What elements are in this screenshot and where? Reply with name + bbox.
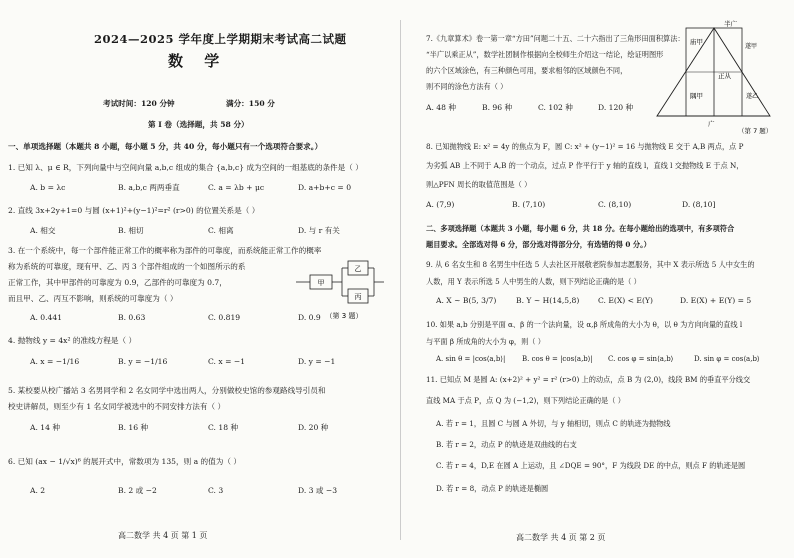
q11-option-c: C. 若 r = 4，D,E 在圆 A 上运动，且 ∠DQE = 90°，F 为线段 DE 的中点，则点 F 的轨迹是圆 xyxy=(436,461,746,470)
q4-option-a: A. x = −1/16 xyxy=(30,357,80,366)
page-divider xyxy=(400,20,401,540)
q3-line-3: 正常工作，其中甲部件的可靠度为 0.9，乙部件的可靠度为 0.7， xyxy=(8,278,227,287)
q10-option-d: D. sin φ = cos⟨a,b⟩ xyxy=(694,355,760,363)
q8-option-b: B. (7,10) xyxy=(512,200,546,209)
q9-line-1: 9. 从 6 名女生和 8 名男生中任选 5 人去社区开展敬老院参加志愿服务，其中 X 表示所选 5 人中女生的 xyxy=(426,260,755,269)
q9-option-d: D. E(X) + E(Y) = 5 xyxy=(680,296,752,305)
q8-option-d: D. (8,10] xyxy=(682,200,716,209)
exam-title: 2024—2025 学年度上学期期末考试高二试题 xyxy=(94,32,347,46)
q11-option-d: D. 若 r = 8，动点 P 的轨迹是椭圆 xyxy=(436,484,549,493)
q5-option-c: C. 18 种 xyxy=(208,423,239,432)
left-page-footer: 高二数学 共 4 页 第 1 页 xyxy=(118,531,208,540)
q7-option-c: C. 102 种 xyxy=(538,103,573,112)
q8-option-a: A. (7,9) xyxy=(426,200,455,209)
label-bing: 丙 xyxy=(354,293,362,301)
q4-option-b: B. y = −1/16 xyxy=(118,357,168,366)
q6-option-c: C. 3 xyxy=(208,486,224,495)
q8-option-c: C. (8,10) xyxy=(598,200,632,209)
q5-option-b: B. 16 种 xyxy=(118,423,149,432)
right-page xyxy=(412,0,792,558)
q7-line-4: 则不同的涂色方法有（ ） xyxy=(426,82,508,91)
q1-option-b: B. a,b,c 两两垂直 xyxy=(118,183,180,192)
q9-option-a: A. X ~ B(5, 3/7) xyxy=(436,296,497,305)
q6-option-d: D. 3 或 −3 xyxy=(298,486,338,495)
q7-option-a: A. 48 种 xyxy=(426,103,456,112)
q11-option-a: A. 若 r = 1，且圆 C 与圆 A 外切，与 y 轴相切，则点 C 的轨迹为抛物线 xyxy=(436,419,671,428)
label-region-top-right: 遂甲 xyxy=(745,43,758,50)
q4-option-d: D. y = −1 xyxy=(298,357,336,366)
q11-line-2: 直线 MA 于点 P，点 Q 为 (−1,2)，则下列结论正确的是（ ） xyxy=(426,396,625,405)
q4-stem: 4. 抛物线 y = 4x² 的准线方程是（ ） xyxy=(8,336,137,345)
q3-option-b: B. 0.63 xyxy=(118,313,146,322)
label-banguang: 半广 xyxy=(724,20,737,28)
label-region-bottom-left: 隅甲 xyxy=(690,92,703,100)
q3-option-a: A. 0.441 xyxy=(30,313,63,322)
q10-option-b: B. cos θ = |cos⟨a,b⟩| xyxy=(522,355,593,363)
label-region-top-left: 庙甲 xyxy=(690,38,703,46)
section1-header: 一、单项选择题（本题共 8 小题，每小题 5 分，共 40 分，每小题只有一个选项符合要求。） xyxy=(8,142,323,151)
q7-line-2: “半广以乘正从”，数学社团制作根据向全校师生介绍这一结论，绘证明图形 xyxy=(426,50,664,59)
label-jia: 甲 xyxy=(317,279,325,287)
q3-figure-caption: （第 3 题） xyxy=(325,312,363,320)
q5-line-1: 5. 某校要从校广播站 3 名男同学和 2 名女同学中选出两人，分别做校史馆的参观路线导引员和 xyxy=(8,386,326,395)
q2-option-a: A. 相交 xyxy=(30,226,56,235)
q3-option-c: C. 0.819 xyxy=(208,313,241,322)
label-yi: 乙 xyxy=(354,265,362,273)
q2-option-c: C. 相离 xyxy=(208,226,234,235)
q7-line-1: 7.《九章算术》卷一第一章“方田”问题二十五、二十六指出了三角形田面积算法： xyxy=(426,34,685,43)
q3-option-d: D. 0.9 xyxy=(298,313,321,322)
q1-option-c: C. a = λb + μc xyxy=(208,183,265,192)
q5-line-2: 校史讲解员，则至少有 1 名女同学被选中的不同安排方法有（ ） xyxy=(8,402,226,411)
q5-option-a: A. 14 种 xyxy=(30,423,60,432)
q6-option-a: A. 2 xyxy=(30,486,46,495)
q11-line-1: 11. 已知点 M 是圆 A: (x+2)² + y² = r² (r>0) 上的动点，点 B 为 (2,0)，线段 BM 的垂直平分线交 xyxy=(426,375,751,384)
label-region-bottom-right: 遂乙 xyxy=(746,93,759,100)
q2-stem: 2. 直线 3x+2y+1=0 与圆 (x+1)²+(y−1)²=r² (r>0) 的位置关系是（ ） xyxy=(8,206,260,215)
q7-option-d: D. 120 种 xyxy=(598,103,634,112)
q9-line-2: 人数，用 Y 表示所选 5 人中男生的人数，则下列结论正确的是（ ） xyxy=(426,277,641,286)
q10-option-c: C. cos φ = sin⟨a,b⟩ xyxy=(608,355,674,363)
q3-line-1: 3. 在一个系统中，每一个部件能正常工作的概率称为部件的可靠度，而系统能正常工作的概率 xyxy=(8,246,322,255)
q10-line-1: 10. 如果 a,b 分别是平面 α、β 的一个法向量，设 α,β 所成角的大小为 θ，以 θ 为方向向量的直线 l xyxy=(426,320,743,329)
q10-option-a: A. sin θ = |cos⟨a,b⟩| xyxy=(436,355,506,363)
q11-option-b: B. 若 r = 2，动点 P 的轨迹是双曲线的右支 xyxy=(436,440,577,449)
q9-option-c: C. E(X) < E(Y) xyxy=(598,296,653,305)
subject-title: 数 学 xyxy=(168,52,228,70)
q7-line-3: 的六个区域涂色，有三种颜色可用，要求相邻的区域颜色不同， xyxy=(426,66,628,75)
q6-option-b: B. 2 或 −2 xyxy=(118,486,157,495)
q1-option-d: D. a+b+c = 0 xyxy=(298,183,352,192)
q7-triangle-figure xyxy=(652,18,782,134)
q4-option-c: C. x = −1 xyxy=(208,357,246,366)
part1-title: 第 I 卷（选择题，共 58 分） xyxy=(148,120,249,129)
q10-line-2: 与平面 β 所成角的大小为 φ，则（ ） xyxy=(426,337,545,346)
label-guang: 广 xyxy=(708,120,715,128)
q1-option-a: A. b = λc xyxy=(30,183,66,192)
q7-option-b: B. 96 种 xyxy=(482,103,513,112)
q3-line-2: 称为系统的可靠度，现有甲、乙、丙 3 个部件组成的一个如图所示的系 xyxy=(8,262,246,271)
section2-header-2: 题目要求。全部选对得 6 分，部分选对得部分分，有选错的得 0 分。） xyxy=(426,240,651,249)
left-page xyxy=(8,0,388,558)
q7-figure-caption: （第 7 题） xyxy=(738,127,773,134)
label-zhengcong: 正从 xyxy=(718,72,731,80)
q9-option-b: B. Y ~ H(14,5,8) xyxy=(516,296,580,305)
exam-time: 考试时间：120 分钟 xyxy=(103,99,175,108)
exam-score: 满分：150 分 xyxy=(226,99,275,108)
q2-option-b: B. 相切 xyxy=(118,226,144,235)
q5-option-d: D. 20 种 xyxy=(298,423,329,432)
q6-stem: 6. 已知 (ax − 1/√x)⁶ 的展开式中，常数项为 135，则 a 的值为（ ） xyxy=(8,457,241,466)
section2-header-1: 二、多项选择题（本题共 3 小题，每小题 6 分，共 18 分。在每小题给出的选项中，有多项符合 xyxy=(426,224,735,233)
q3-line-4: 而且甲、乙、丙互不影响，则系统的可靠度为（ ） xyxy=(8,294,178,303)
q2-option-d: D. 与 r 有关 xyxy=(298,226,340,235)
q8-line-1: 8. 已知抛物线 E: x² = 4y 的焦点为 F，圆 C: x² + (y−1)² = 16 与抛物线 E 交于 A,B 两点，点 P xyxy=(426,142,744,151)
q8-line-2: 为劣弧 AB 上不同于 A,B 的一个动点，过点 P 作平行于 y 轴的直线 l，直线 l 交抛物线 E 于点 N， xyxy=(426,161,744,170)
q1-stem: 1. 已知 λ、μ ∈ R，下列向量中与空间向量 a,b,c 组成的集合 {a,b,c} 成为空间的一组基底的条件是（ ） xyxy=(8,163,363,172)
right-page-footer: 高二数学 共 4 页 第 2 页 xyxy=(516,533,606,542)
q8-line-3: 则△PFN 周长的取值范围是（ ） xyxy=(426,180,532,189)
